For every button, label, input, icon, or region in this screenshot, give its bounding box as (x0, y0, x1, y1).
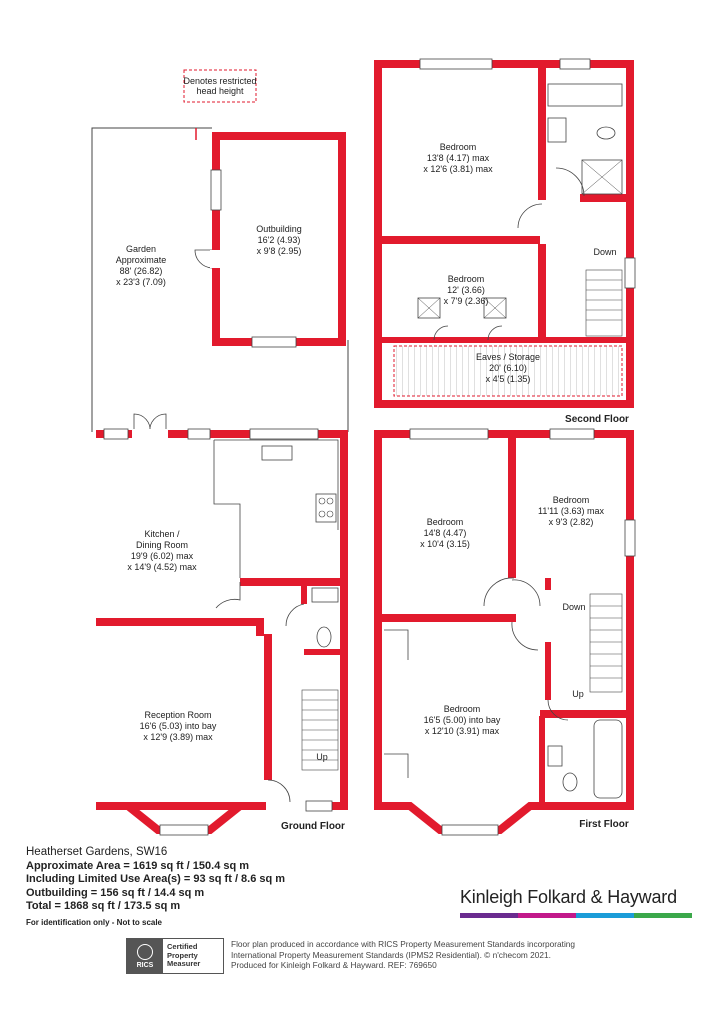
bed1a-label-2: 14'8 (4.47) (423, 528, 467, 538)
legend-text-1: Denotes restricted (183, 76, 257, 86)
stairs-down-second: Down (593, 247, 617, 257)
agent-name: Kinleigh Folkard & Hayward (460, 887, 677, 907)
rics-text-3: Measurer (167, 959, 201, 969)
reception-label-1: Reception Room (144, 710, 212, 720)
second-bedroom-large-label (423, 142, 493, 174)
first-floor-plan (378, 429, 635, 835)
bed1a-label-3: x 10'4 (3.15) (420, 539, 470, 549)
outbuilding-label-2: 16'2 (4.93) (257, 235, 301, 245)
second-bedroom-small-label (444, 274, 489, 306)
bed1b-label-2: 11'11 (3.63) max (538, 506, 604, 516)
bed1c-label-2: 16'5 (5.00) into bay (423, 715, 501, 725)
brand-bar-purple (460, 913, 518, 918)
disclaimer (231, 939, 611, 971)
rics-text-2: Property (167, 950, 198, 960)
approximate-area: Approximate Area = 1619 sq ft / 150.4 sq m (26, 859, 250, 872)
second-floor-title: Second Floor (565, 414, 629, 425)
stairs-up-ground: Up (316, 752, 328, 762)
bed1b-label-1: Bedroom (552, 495, 590, 505)
kitchen-label-1: Kitchen / (144, 529, 180, 539)
property-info (26, 846, 285, 929)
kitchen-label-3: 19'9 (6.02) max (130, 551, 194, 561)
bed1b-label-3: x 9'3 (2.82) (548, 517, 594, 527)
property-address: Heatherset Gardens, SW16 (26, 846, 168, 858)
bed2b-label-1: Bedroom (447, 274, 485, 284)
rics-logo (127, 939, 163, 973)
disclaimer-line-2: International Property Measurement Standards (IPMS2 Residential). © n'checom 2021. (231, 949, 551, 960)
restricted-head-height-legend (183, 70, 256, 102)
bed2a-label-2: 13'8 (4.17) max (426, 153, 490, 163)
eaves-label-2: 20' (6.10) (489, 363, 527, 373)
eaves-label-1: Eaves / Storage (475, 352, 541, 362)
kitchen-label-2: Dining Room (135, 540, 189, 550)
kitchen-label-4: x 14'9 (4.52) max (127, 562, 197, 572)
identification-note: For identification only - Not to scale (26, 917, 163, 927)
outbuilding-label-1: Outbuilding (256, 224, 302, 234)
rics-emblem-icon (137, 944, 153, 960)
bed2a-label-1: Bedroom (439, 142, 477, 152)
bed1c-label-3: x 12'10 (3.91) max (424, 726, 500, 736)
stairs-up-first: Up (572, 689, 584, 699)
disclaimer-line-1: Floor plan produced in accordance with RICS Property Measurement Standards incorporating (231, 939, 576, 949)
limited-use-area: Including Limited Use Area(s) = 93 sq ft / 8.6 sq m (26, 873, 286, 885)
reception-label-2: 16'6 (5.03) into bay (139, 721, 217, 731)
total-area: Total = 1868 sq ft / 173.5 sq m (26, 900, 181, 912)
ground-floor-plan (92, 128, 348, 835)
stairs-down-first: Down (562, 602, 586, 612)
bed1a-label-1: Bedroom (426, 517, 464, 527)
kitchen-label (127, 529, 197, 572)
outbuilding-label (256, 224, 302, 256)
rics-logo-text: RICS (136, 961, 154, 969)
rics-badge-text (163, 943, 200, 969)
brand-color-bar (460, 913, 692, 918)
brand-bar-magenta (518, 913, 576, 918)
garden-label-3: 88' (26.82) (119, 266, 163, 276)
garden-label-1: Garden (125, 244, 157, 254)
bed2a-label-3: x 12'6 (3.81) max (423, 164, 493, 174)
rics-text-1: Certified (167, 942, 198, 952)
outbuilding-label-3: x 9'8 (2.95) (256, 246, 302, 256)
first-bedroom-front-label (424, 704, 501, 736)
reception-label (140, 710, 217, 742)
garden-label-4: x 23'3 (7.09) (116, 277, 166, 287)
ground-floor-title: Ground Floor (281, 821, 345, 832)
outbuilding-area: Outbuilding = 156 sq ft / 14.4 sq m (26, 886, 205, 899)
reception-label-3: x 12'9 (3.89) max (143, 732, 213, 742)
bed2b-label-3: x 7'9 (2.36) (443, 296, 489, 306)
first-bedroom-left-label (420, 517, 470, 549)
eaves-label-3: x 4'5 (1.35) (485, 374, 531, 384)
bed2b-label-2: 12' (3.66) (447, 285, 485, 295)
brand-bar-blue (576, 913, 634, 918)
garden-label (116, 244, 167, 287)
bed1c-label-1: Bedroom (443, 704, 481, 714)
brand-bar-green (634, 913, 692, 918)
garden-label-2: Approximate (115, 255, 167, 265)
first-floor-title: First Floor (579, 819, 629, 830)
rics-certified-badge (126, 938, 224, 974)
first-bedroom-right-label (538, 495, 604, 527)
agent-brand (460, 887, 692, 918)
legend-text-2: head height (196, 86, 244, 96)
disclaimer-line-3: Produced for Kinleigh Folkard & Hayward. REF: 769650 (231, 960, 437, 970)
